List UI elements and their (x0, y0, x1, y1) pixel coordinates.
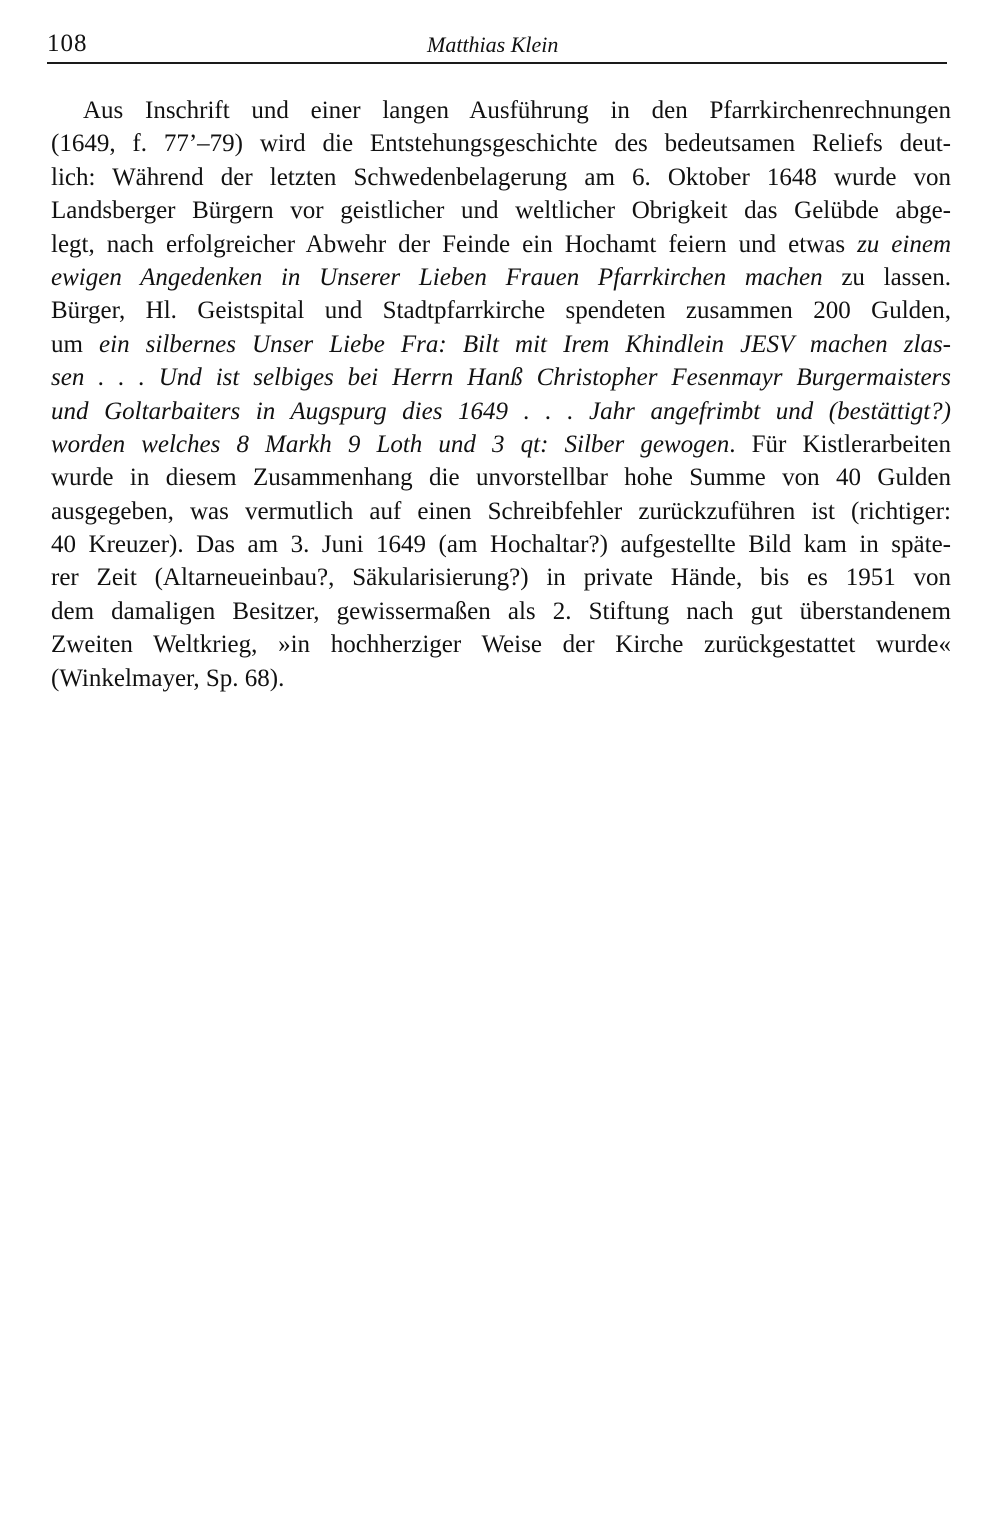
quotation-italic: zu einem (857, 230, 952, 258)
text-line: 40 Kreuzer). Das am 3. Juni 1649 (am Hochaltar?) aufgestellte Bild kam in späte- (51, 531, 951, 559)
quotation-italic: sen . . . Und ist selbiges bei Herrn Hanß Christopher Fesenmayr Burgermaisters (51, 364, 951, 392)
text-line: (1649, f. 77’–79) wird die Entstehungsgeschichte des bedeutsamen Reliefs deut- (51, 130, 951, 158)
page-number: 108 (47, 30, 88, 57)
text-line: ewigen Angedenken in Unserer Lieben Frauen Pfarrkirchen machen zu lassen. (51, 263, 951, 291)
text-line: Aus Inschrift und einer langen Ausführung in den Pfarrkirchenrechnungen (83, 97, 951, 124)
body-paragraph (51, 94, 951, 695)
text-line: Zweiten Weltkrieg, »in hochherziger Weise der Kirche zurückgestattet wurde« (51, 631, 951, 659)
text-line: wurde in diesem Zusammenhang die unvorstellbar hohe Summe von 40 Gulden (51, 464, 951, 492)
running-head: Matthias Klein (427, 32, 559, 57)
page-header (47, 24, 947, 64)
quotation-italic: worden welches 8 Markh 9 Loth und 3 qt: Silber gewogen (51, 430, 730, 458)
text-line (51, 395, 951, 428)
text-line (51, 361, 951, 394)
text-line: um ein silbernes Unser Liebe Fra: Bilt mit Irem Khindlein JESV machen zlas- (51, 330, 951, 358)
text-line: (Winkelmayer, Sp. 68). (51, 664, 285, 692)
text-line: ausgegeben, was vermutlich auf einen Schreibfehler zurückzuführen ist (richtiger: (51, 497, 951, 525)
text-line: legt, nach erfolgreicher Abwehr der Feinde ein Hochamt feiern und etwas zu einem (51, 230, 952, 258)
text-line: lich: Während der letzten Schwedenbelagerung am 6. Oktober 1648 wurde von (51, 163, 951, 191)
text-line: dem damaligen Besitzer, gewissermaßen als 2. Stiftung nach gut überstandenem (51, 597, 951, 625)
text-line: worden welches 8 Markh 9 Loth und 3 qt: Silber gewogen. Für Kistlerarbeiten (51, 430, 951, 458)
text-line: rer Zeit (Altarneueinbau?, Säkularisierung?) in private Hände, bis es 1951 von (51, 564, 951, 592)
quotation-italic: und Goltarbaiters in Augspurg dies 1649 . . . Jahr angefrimbt und (bestättigt?) (51, 397, 951, 425)
text-line: Landsberger Bürgern vor geistlicher und weltlicher Obrigkeit das Gelübde abge- (51, 197, 951, 225)
quotation-italic: ein silbernes Unser Liebe Fra: Bilt mit Irem Khindlein JESV machen zlas- (99, 330, 951, 358)
text-line: Bürger, Hl. Geistspital und Stadtpfarrkirche spendeten zusammen 200 Gulden, (51, 297, 951, 325)
quotation-italic: ewigen Angedenken in Unserer Lieben Frauen Pfarrkirchen machen (51, 263, 823, 291)
